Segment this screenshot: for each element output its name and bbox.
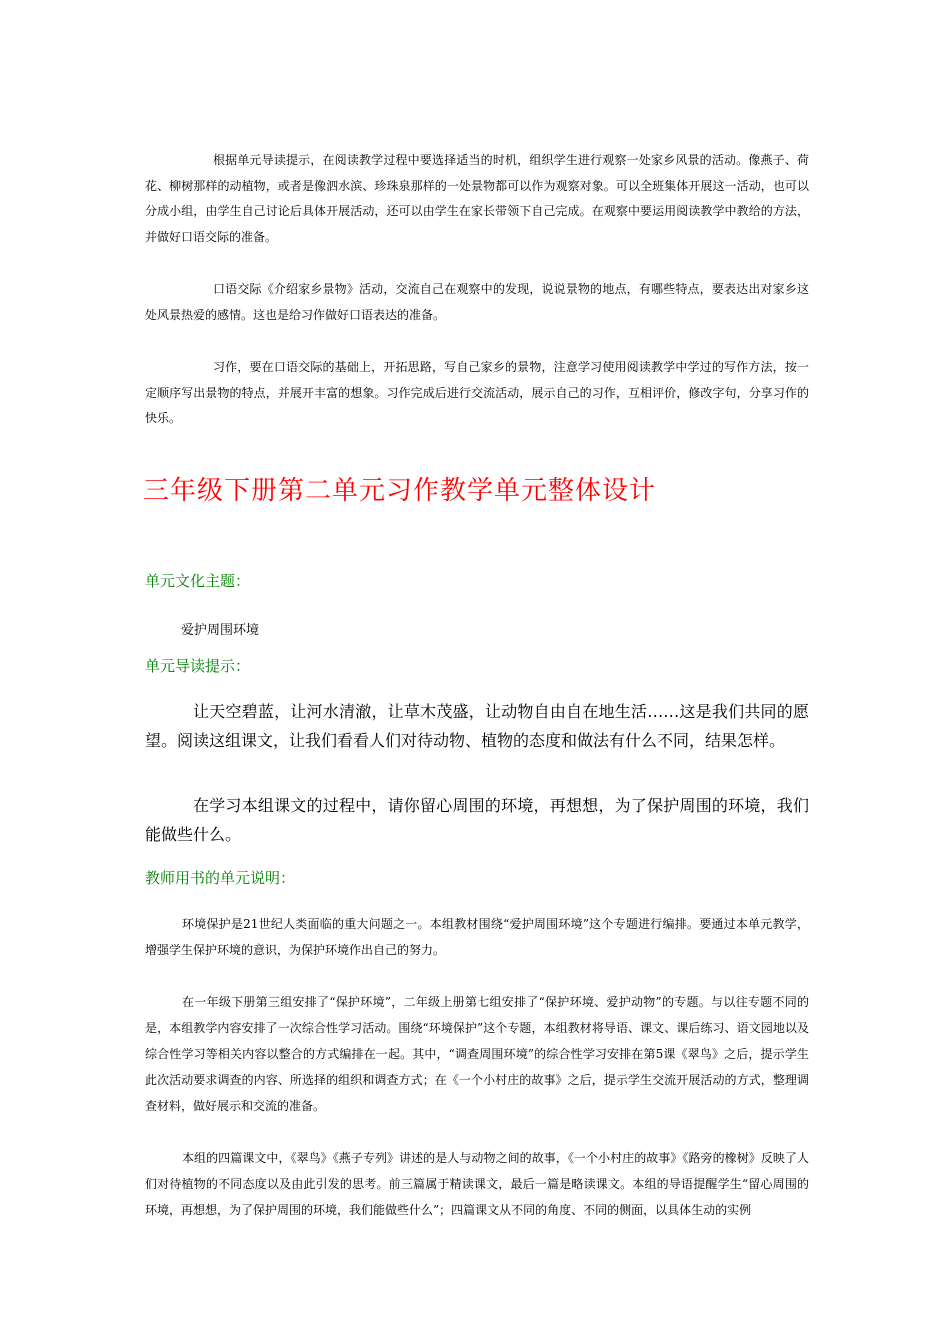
section-heading-culture-theme: 单元文化主题： (145, 571, 251, 590)
unit-guide-paragraph-2: 在学习本组课文的过程中，请你留心周围的环境，再想想，为了保护周围的环境，我们能做些什么。 (145, 795, 809, 844)
teacher-notes-paragraph-2: 在一年级下册第三组安排了“保护环境”，二年级上册第七组安排了“保护环境、爱护动物”的专题。与以往专题不同的是，本组教学内容安排了一次综合性学习活动。围绕“环境保护”这个专题，本组教材将导语、课文、课后练习、语文园地以及综合性学习等相关内容以整合的方式编排在一起。其中，“调查周围环境”的综合性学习安排在第5课《翠鸟》之后，提示学生此次活动要求调查的内容、所选择的组织和调查方式；在《一个小村庄的故事》之后，提示学生交流开展活动的方式，整理调查材料，做好展示和交流的准备。 (145, 994, 809, 1113)
section-heading-teacher-notes: 教师用书的单元说明： (145, 868, 296, 887)
teacher-notes-paragraph-1: 环境保护是21世纪人类面临的重大问题之一。本组教材围绕“爱护周围环境”这个专题进行编排。要通过本单元教学，增强学生保护环境的意识，为保护环境作出自己的努力。 (145, 916, 809, 957)
document-page (145, 148, 809, 1223)
intro-paragraph-oral: 口语交际《介绍家乡景物》活动，交流自己在观察中的发现，说说景物的地点，有哪些特点，要表达出对家乡这处风景热爱的感情。这也是给习作做好口语表达的准备。 (145, 282, 809, 322)
intro-paragraph-writing: 习作，要在口语交际的基础上，开拓思路，写自己家乡的景物，注意学习使用阅读教学中学过的写作方法，按一定顺序写出景物的特点，并展开丰富的想象。习作完成后进行交流活动，展示自己的习作，互相评价，修改字句，分享习作的快乐。 (145, 360, 809, 425)
section-heading-unit-guide: 单元导读提示： (145, 656, 251, 675)
document-title: 三年级下册第二单元习作教学单元整体设计 (143, 475, 657, 506)
culture-theme-text: 爱护周围环境 (181, 622, 260, 638)
unit-guide-paragraph-1: 让天空碧蓝，让河水清澈，让草木茂盛，让动物自由自在地生活……这是我们共同的愿望。阅读这组课文，让我们看看人们对待动物、植物的态度和做法有什么不同，结果怎样。 (145, 701, 809, 750)
teacher-notes-paragraph-3: 本组的四篇课文中，《翠鸟》《燕子专列》讲述的是人与动物之间的故事，《一个小村庄的故事》《路旁的橡树》反映了人们对待植物的不同态度以及由此引发的思考。前三篇属于精读课文，最后一篇是略读课文。本组的导语提醒学生“留心周围的环境，再想想，为了保护周围的环境，我们能做些什么”；四篇课文从不同的角度、不同的侧面，以具体生动的实例 (145, 1150, 809, 1217)
intro-paragraph-observation: 根据单元导读提示，在阅读教学过程中要选择适当的时机，组织学生进行观察一处家乡风景的活动。像燕子、荷花、柳树那样的动植物，或者是像泗水滨、珍珠泉那样的一处景物都可以作为观察对象。可以全班集体开展这一活动，也可以分成小组，由学生自己讨论后具体开展活动，还可以由学生在家长带领下自己完成。在观察中要运用阅读教学中教给的方法，并做好口语交际的准备。 (145, 153, 809, 244)
